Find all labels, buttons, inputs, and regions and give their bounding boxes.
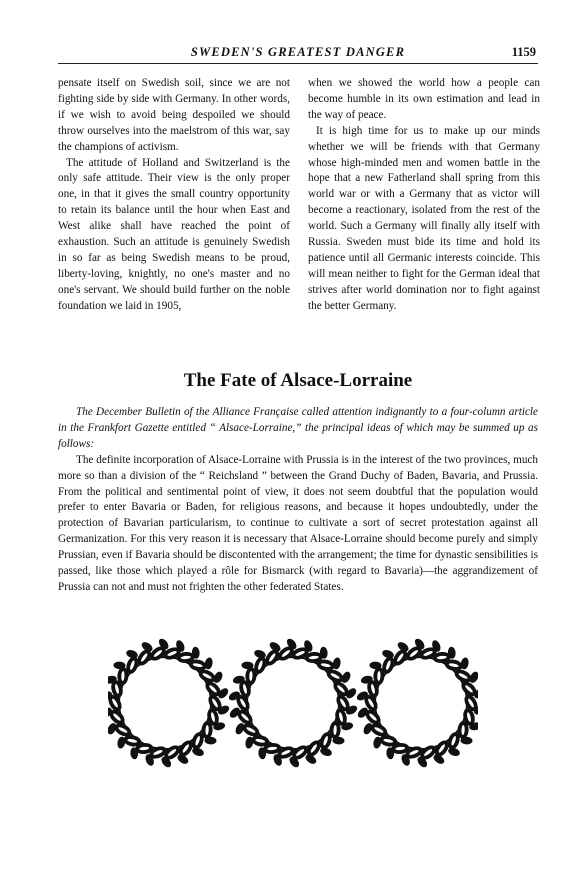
- right-column-paragraph: It is high time for us to make up our minds whether we will be friends with that Germany whose high-minded men and women battle in the hope that a new Fatherland shall spring from this world war or with a Germany that as victor will become a reactionary, isolated from the rest of the world. Such a Germany will finally ally itself with Russia. Sweden must bide its time and hold its patience until all Germanic interests coincide. This will mean neither to fight for the German ideal that strives after world domination nor to fight against the better Germany.: [308, 124, 540, 312]
- article-intro: The December Bulletin of the Alliance Française called attention indignantly to a four-column article in the Frankfort Gazette entitled “ Alsace-Lorraine,” the principal ideas of which may be summed up as follows:: [58, 406, 538, 450]
- article-title: The Fate of Alsace-Lorraine: [183, 370, 413, 391]
- right-column: [308, 76, 540, 315]
- article-paragraph: The definite incorporation of Alsace-Lorraine with Prussia is in the interest of the two provinces, much more so than a division of the “ Reichsland ” between the Grand Duchy of Baden, Bavaria, and Prussia. From the political and sentimental point of view, it does not seem doubtful that the population would prefer to enter Bavaria or Baden, for religious reasons, and because it hopes undoubtedly, under the protection of Bavarian particularism, to continue to cultivate a sort of secret protestation against all Germanization. For this very reason it is necessary that Alsace-Lorraine should become purely and simply Prussian, even if Bavaria should be discontented with the arrangement; the time for dynastic sensibilities is passed, like those which played a rôle for Bismarck (with regard to Bavaria)—the aggrandizement of Prussia can not and must not frighten the other federated States.: [58, 453, 538, 593]
- laurel-wreath-icon: [108, 637, 231, 769]
- left-column: [58, 76, 290, 315]
- laurel-wreath-icon: [355, 637, 478, 769]
- left-column-paragraph: The attitude of Holland and Switzerland is the only safe attitude. Their view is the only proper one, in that it gives the small country opportunity to retain its balance until the hour when East and West alike shall have reached the point of exhaustion. Such an attitude is genuinely Swedish in so far as being Swedish means to be proud, liberty-loving, knightly, no one's master and no one's servant. We should build further on the noble foundation we laid in 1905,: [58, 156, 290, 312]
- left-column-paragraph: pensate itself on Swedish soil, since we are not fighting side by side with Germany. In other words, if we wish to avoid being despoiled we should throw ourselves into the maelstrom of this war, say the champions of activism.: [58, 77, 290, 153]
- laurel-wreath-icon: [227, 637, 358, 769]
- article-body: [58, 405, 538, 596]
- right-column-paragraph: when we showed the world how a people can become humble in its own estimation and lead in the way of peace.: [308, 77, 540, 121]
- page-number: 1159: [511, 45, 536, 59]
- running-title: SWEDEN'S GREATEST DANGER: [190, 45, 406, 59]
- running-head: [58, 43, 538, 64]
- laurel-wreath-ornament: [108, 628, 478, 778]
